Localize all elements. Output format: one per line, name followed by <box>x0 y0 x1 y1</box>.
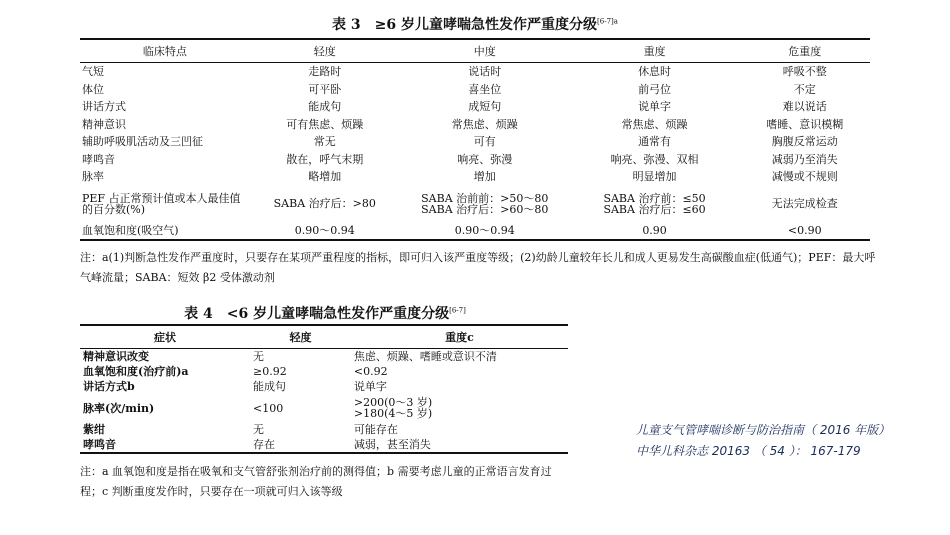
table3-cell: 0.90 <box>570 222 740 241</box>
table3-row <box>80 133 870 151</box>
table4-cell: 减弱，甚至消失 <box>351 437 568 453</box>
table3-cell: <0.90 <box>739 222 870 241</box>
table4-cell: 存在 <box>250 437 351 453</box>
table3 <box>80 38 870 241</box>
table3-cell: 胸腹反常运动 <box>771 135 838 149</box>
table4-row <box>80 394 568 422</box>
table3-cell: 哮鸣音 <box>82 152 115 166</box>
table3-cell: SABA 治前前：>50～80 SABA 治疗后：>60～80 <box>421 191 549 216</box>
citation-source: 中华儿科杂志 20163 （ 54 ）： 167-179 <box>636 444 861 458</box>
table3-header-row <box>80 39 870 63</box>
table4-cell: 讲话方式b <box>83 380 135 393</box>
table4-row <box>80 379 568 394</box>
table3-cell: 休息时 <box>638 65 672 79</box>
table4-header-cell: 症状 <box>80 325 250 349</box>
table3-header-cell: 重度 <box>570 39 740 63</box>
citation <box>636 424 936 466</box>
table3-cell: 0.90～0.94 <box>250 222 400 241</box>
table3-cell: 说单字 <box>638 100 672 114</box>
table3-header-cell: 危重度 <box>739 39 870 63</box>
table3-cell: 略增加 <box>308 170 342 184</box>
table4-row <box>80 349 568 365</box>
table3-cell: 0.90～0.94 <box>400 222 570 241</box>
table3-cell: 喜坐位 <box>468 82 502 96</box>
table3-cell: 减弱乃至消失 <box>771 152 838 166</box>
table3-cell: 成短句 <box>468 100 502 114</box>
table3-cell: 可有 <box>473 135 496 149</box>
table3-cell: 辅助呼吸肌活动及三凹征 <box>82 135 203 149</box>
table3-cell: 响亮、弥漫 <box>457 152 513 166</box>
table3-cell: 血氧饱和度(吸空气) <box>80 222 250 241</box>
table3-row <box>80 151 870 169</box>
table4-header-cell: 轻度 <box>250 325 351 349</box>
table3-title: 表 3 ≥6 岁儿童哮喘急性发作严重度分级$^{[6-7]a}$ <box>332 17 618 33</box>
table4 <box>80 324 568 454</box>
table4-cell: 脉率(次/min) <box>83 401 155 415</box>
table3-row <box>80 222 870 241</box>
table3-cell: 气短 <box>82 65 104 79</box>
table3-row <box>80 116 870 134</box>
table3-row <box>80 81 870 99</box>
table3-cell: 常无 <box>313 135 336 149</box>
table3-cell: 散在，呼气末期 <box>286 152 364 166</box>
table3-cell: 常焦虑、烦躁 <box>621 117 688 131</box>
table3-cell: 说话时 <box>468 65 502 79</box>
table4-row <box>80 437 568 453</box>
table3-cell: 增加 <box>473 170 496 184</box>
table3-row <box>80 98 870 116</box>
table3-row <box>80 186 870 222</box>
table3-cell: 响亮、弥漫、双相 <box>610 152 699 166</box>
table4-header-cell: 重度c <box>351 325 568 349</box>
table4-cell: 说单字 <box>353 380 387 393</box>
table3-cell: 可有焦虑、烦躁 <box>286 117 364 131</box>
table3-cell: 不定 <box>793 82 816 96</box>
table4-cell: 血氧饱和度(治疗前)a <box>83 365 189 378</box>
table4-header-row <box>80 325 568 349</box>
table3-cell: 减慢或不规则 <box>771 170 838 184</box>
table3-cell: 嗜睡、意识模糊 <box>766 117 844 131</box>
table4-cell: 精神意识改变 <box>83 350 149 363</box>
table3-cell: 通常有 <box>638 135 672 149</box>
table4-cell: >200(0～3 岁) >180(4～5 岁) <box>353 396 433 420</box>
table3-cell: 讲话方式 <box>82 100 126 114</box>
table3-cell: 常焦虑、烦躁 <box>451 117 518 131</box>
table4-cell: 焦虑、烦躁、嗜睡或意识不清 <box>353 350 497 363</box>
table3-cell: 明显增加 <box>632 170 677 184</box>
table4-cell: 无 <box>253 350 264 363</box>
table3-cell: 精神意识 <box>82 117 126 131</box>
table3-cell: SABA 治疗前：≤50 SABA 治疗后：≤60 <box>603 191 706 216</box>
table3-row <box>80 168 870 186</box>
table3-cell: 脉率 <box>82 170 104 184</box>
table3-header-cell: 临床特点 <box>80 39 250 63</box>
table3-header-cell: 轻度 <box>250 39 400 63</box>
table4-title-ref: [6-7] <box>449 306 466 315</box>
table4-cell: 无 <box>253 423 264 436</box>
table4-cell: ≥0.92 <box>253 365 287 378</box>
table3-cell: 无法完成检查 <box>771 197 838 210</box>
table3-row <box>80 63 870 81</box>
table3-cell: SABA 治疗后：>80 <box>273 197 376 210</box>
table4-row <box>80 364 568 379</box>
table3-header-cell: 中度 <box>400 39 570 63</box>
table3-cell: 前弓位 <box>638 82 672 96</box>
table3-cell: 体位 <box>82 82 104 96</box>
table3-cell: 走路时 <box>308 65 342 79</box>
table4-cell: <0.92 <box>353 365 388 378</box>
table3-cell: 能成句 <box>308 100 342 114</box>
table4-note: 注：a 血氧饱和度是指在吸氧和支气管舒张剂治疗前的测得值；b 需要考虑儿童的正常语言发育过程；c 判断重度发作时，只要存在一项就可归入该等级 <box>80 465 552 498</box>
table3-note: 注：a(1)判断急性发作严重度时，只要存在某项严重程度的指标，即可归入该严重度等级；(2)幼龄儿童较年长儿和成人更易发生高碳酸血症(低通气)；PEF：最大呼气峰流量；SABA：短效 β2 受体激动剂 <box>80 251 876 284</box>
table3-cell: PEF 占正常预计值或本人最佳值的百分数(%) <box>82 191 241 216</box>
table3-cell: 呼吸不整 <box>782 65 827 79</box>
table4-row <box>80 422 568 437</box>
citation-title: 儿童支气管哮喘诊断与防治指南（ 2016 年版） <box>636 423 891 437</box>
table3-cell: 可平卧 <box>308 82 342 96</box>
table4-cell: 能成句 <box>253 380 286 393</box>
table4-cell: 哮鸣音 <box>80 437 250 453</box>
table4-cell: <100 <box>253 401 284 415</box>
table3-cell: 难以说话 <box>782 100 827 114</box>
table4-cell: 可能存在 <box>353 423 398 436</box>
table3-title-ref: [6-7]a <box>597 17 618 26</box>
table4-title: 表 4 <6 岁儿童哮喘急性发作严重度分级[6-7] <box>184 306 466 322</box>
table4-cell: 紫绀 <box>83 423 105 436</box>
